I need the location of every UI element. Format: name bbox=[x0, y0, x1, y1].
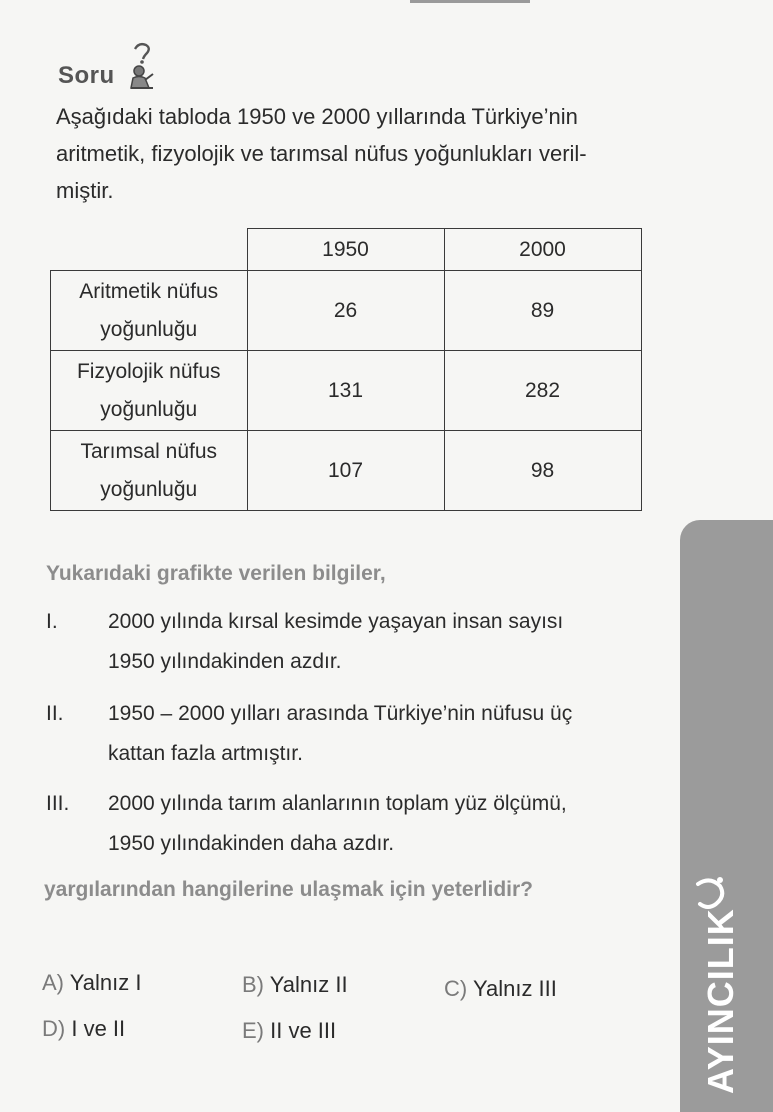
option-a[interactable] bbox=[42, 970, 141, 996]
statement-number: I. bbox=[46, 610, 58, 633]
intro-line: Aşağıdaki tabloda 1950 ve 2000 yıllarında Türkiye’nin bbox=[56, 104, 578, 129]
row-label-line: Fizyolojik nüfus bbox=[76, 359, 221, 383]
statement-item bbox=[46, 784, 666, 864]
top-rule bbox=[410, 0, 530, 3]
statement-line: 1950 yılındakinden daha azdır. bbox=[108, 832, 395, 855]
table-corner bbox=[51, 229, 248, 271]
statement-line: 2000 yılında kırsal kesimde yaşayan insan sayısı bbox=[108, 610, 564, 633]
table-col-header: 1950 bbox=[247, 229, 444, 271]
table-cell: 26 bbox=[247, 271, 444, 351]
option-letter: D) bbox=[42, 1016, 66, 1041]
question-text: yargılarından hangilerine ulaşmak için yeterlidir? bbox=[44, 878, 533, 901]
statement-line: 1950 yılındakinden azdır. bbox=[108, 650, 342, 673]
table-cell: 282 bbox=[444, 351, 641, 431]
row-label-line: Aritmetik nüfus bbox=[79, 279, 219, 303]
density-table bbox=[50, 228, 642, 511]
table-cell: 107 bbox=[247, 431, 444, 511]
question-label: Soru bbox=[58, 62, 115, 89]
table-cell: 89 bbox=[444, 271, 641, 351]
statement-line: 2000 yılında tarım alanlarının toplam yüz ölçümü, bbox=[108, 792, 567, 815]
option-c[interactable] bbox=[444, 976, 557, 1002]
statement-line: kattan fazla artmıştır. bbox=[108, 742, 303, 765]
table-header-row bbox=[51, 229, 642, 271]
option-text: Yalnız I bbox=[69, 970, 142, 995]
table-cell: 98 bbox=[444, 431, 641, 511]
intro-line: aritmetik, fizyolojik ve tarımsal nüfus yoğunlukları veril- bbox=[56, 141, 587, 166]
table-cell: 131 bbox=[247, 351, 444, 431]
row-label-line: yoğunluğu bbox=[100, 397, 198, 421]
table-row bbox=[51, 431, 642, 511]
option-e[interactable] bbox=[242, 1018, 336, 1044]
statement-number: II. bbox=[46, 702, 64, 725]
option-text: I ve II bbox=[71, 1016, 126, 1041]
publisher-name: AYINCILIK bbox=[700, 908, 741, 1094]
option-letter: E) bbox=[242, 1018, 264, 1043]
thinking-figure-icon bbox=[117, 40, 163, 94]
row-label-line: yoğunluğu bbox=[100, 317, 198, 341]
statement-item bbox=[46, 694, 666, 774]
table-row-label bbox=[51, 271, 248, 351]
row-label-line: Tarımsal nüfus bbox=[80, 439, 218, 463]
option-letter: C) bbox=[444, 976, 468, 1001]
intro-text bbox=[56, 98, 676, 209]
option-text: Yalnız II bbox=[269, 972, 348, 997]
prompt-text: Yukarıdaki grafikte verilen bilgiler, bbox=[46, 562, 386, 585]
statement-line: 1950 – 2000 yılları arasında Türkiye’nin nüfusu üç bbox=[108, 702, 573, 725]
question-header bbox=[58, 40, 163, 90]
table-row bbox=[51, 271, 642, 351]
statement-item bbox=[46, 602, 666, 682]
intro-line: miştir. bbox=[56, 178, 114, 203]
row-label-line: yoğunluğu bbox=[100, 477, 198, 501]
statement-number: III. bbox=[46, 792, 70, 815]
option-text: II ve III bbox=[270, 1018, 337, 1043]
table-row bbox=[51, 351, 642, 431]
option-letter: A) bbox=[42, 970, 64, 995]
option-text: Yalnız III bbox=[472, 976, 557, 1001]
option-d[interactable] bbox=[42, 1016, 125, 1042]
option-letter: B) bbox=[242, 972, 264, 997]
table-row-label bbox=[51, 431, 248, 511]
table-row-label bbox=[51, 351, 248, 431]
table-col-header: 2000 bbox=[444, 229, 641, 271]
option-b[interactable] bbox=[242, 972, 348, 998]
publisher-logo-icon bbox=[690, 872, 730, 912]
